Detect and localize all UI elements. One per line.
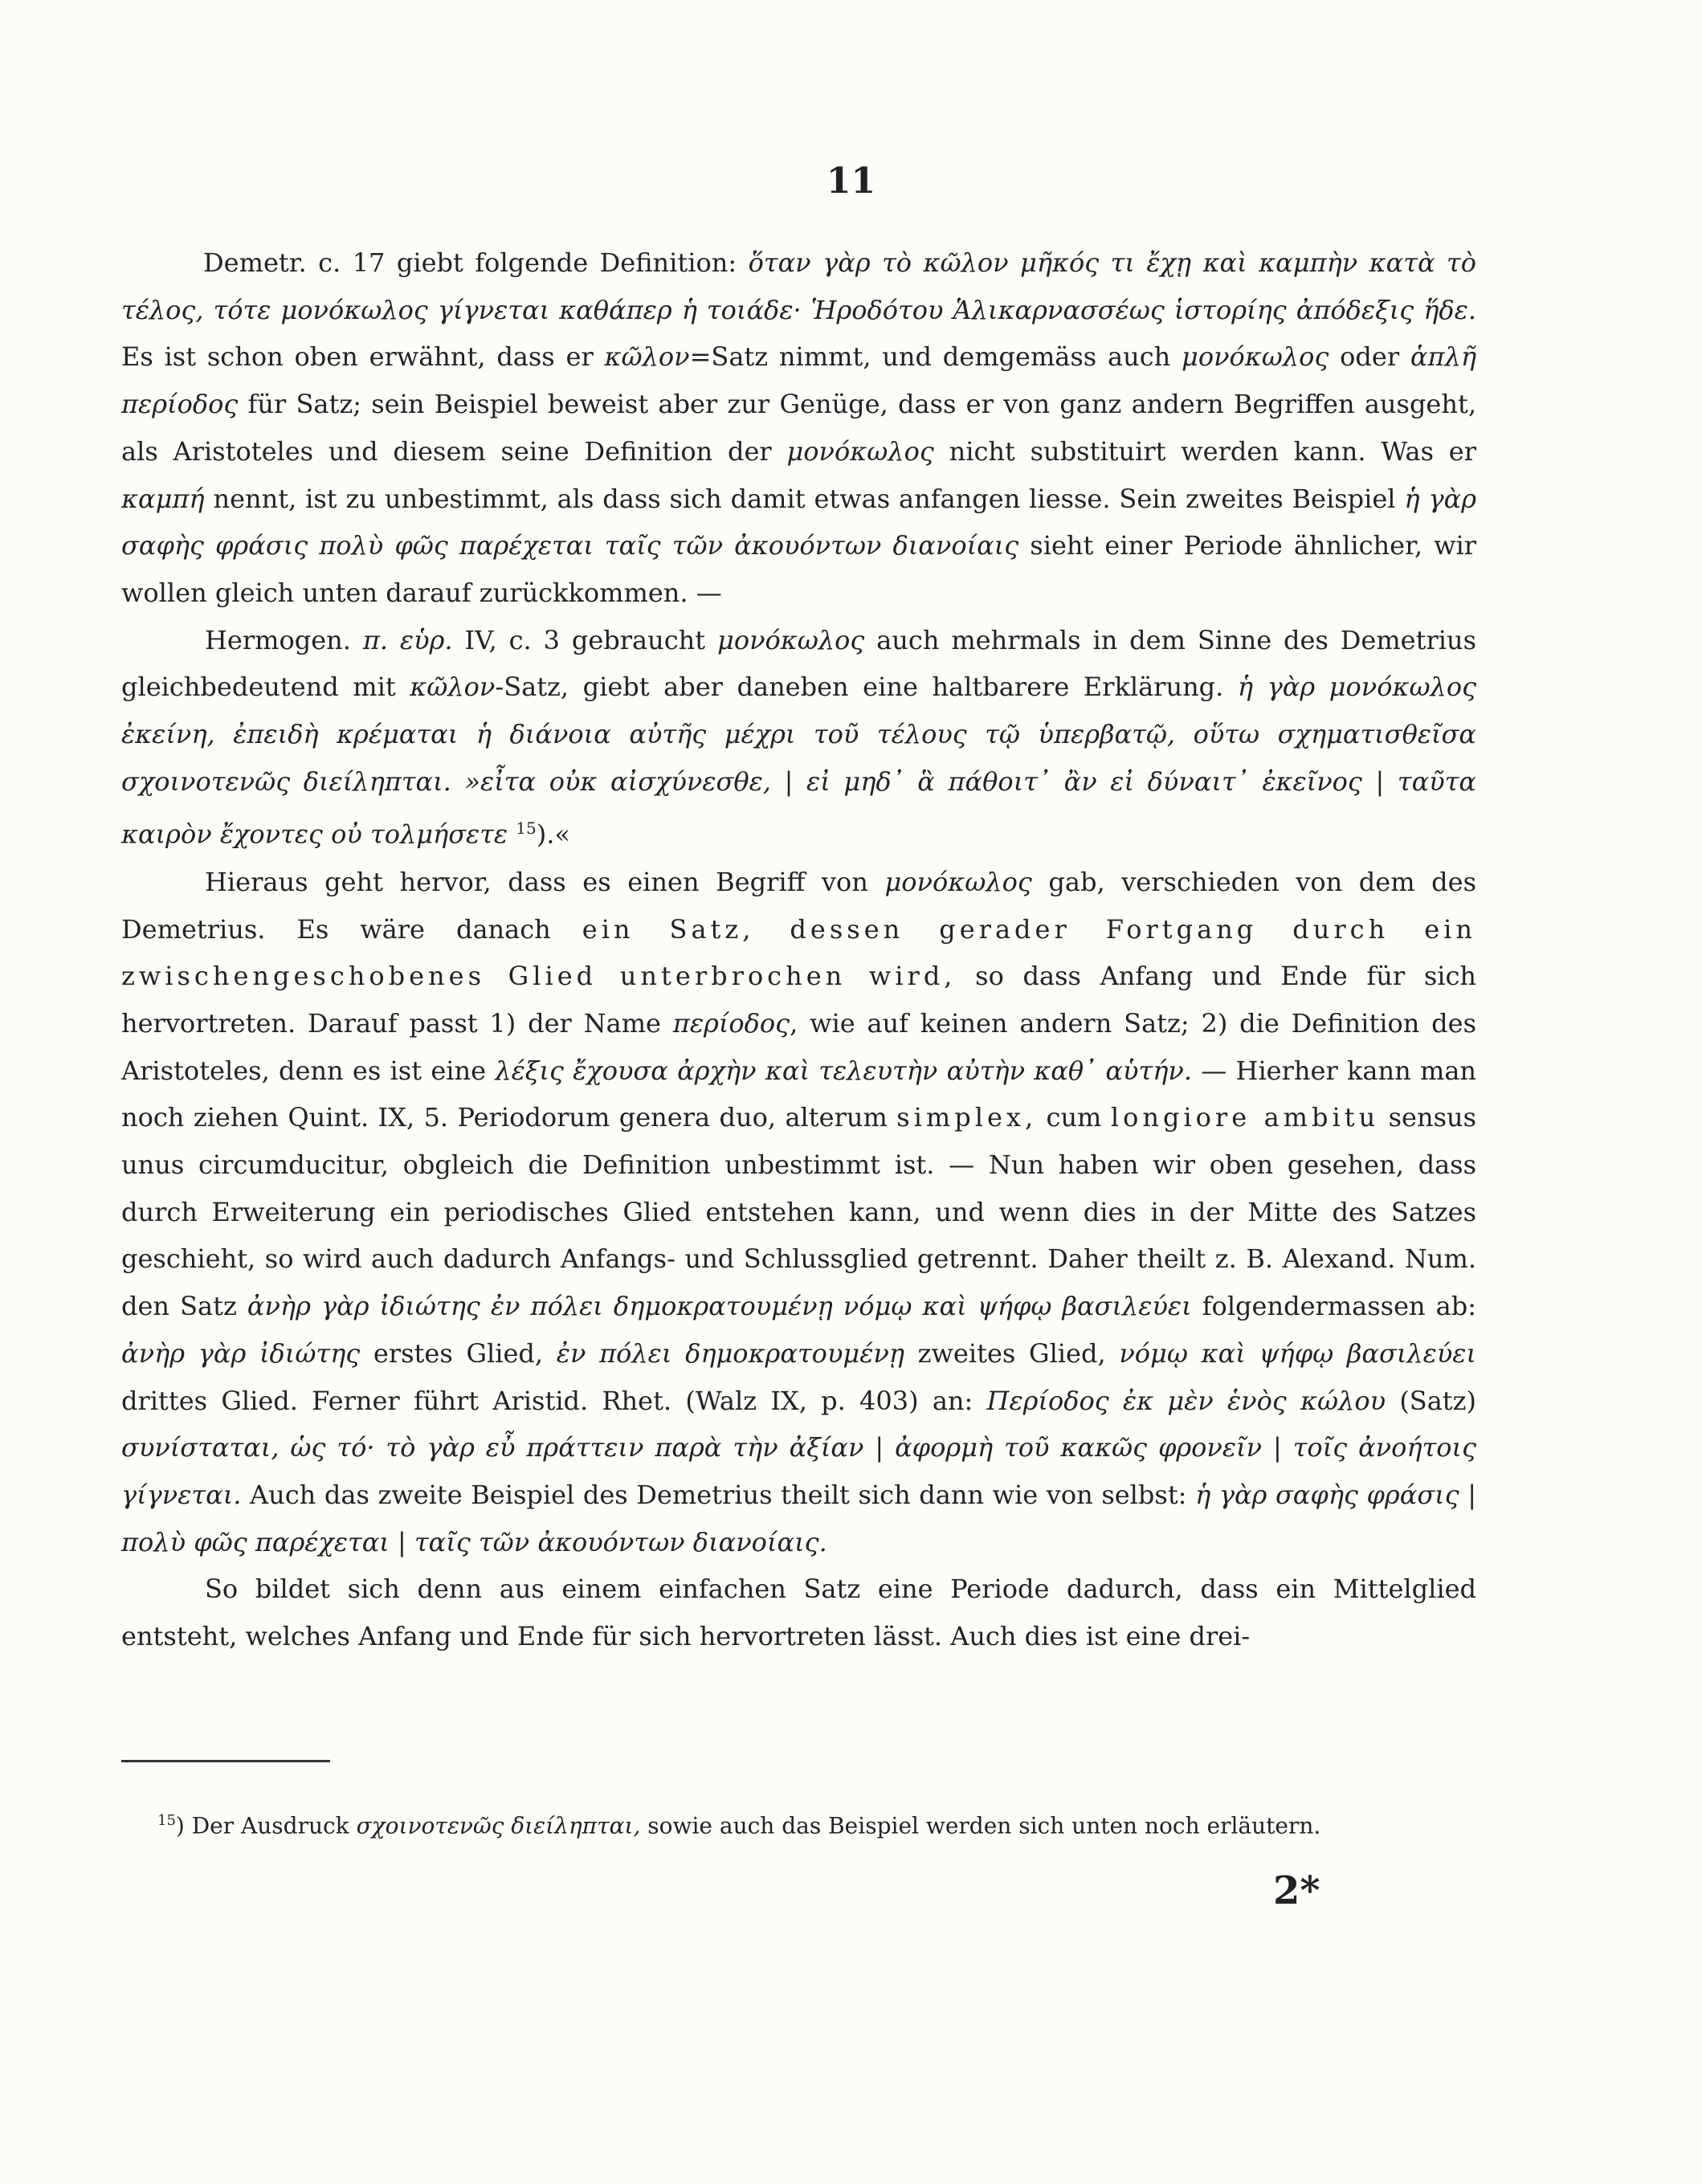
text-run: -Satz, giebt aber daneben eine haltbarere Erklärung. xyxy=(495,672,1238,703)
text-run: sieht einer Periode ähnlicher, wir wollen gleich unten darauf zurückkommen. — xyxy=(121,530,1477,608)
text-run: oder xyxy=(1329,341,1410,373)
body-text xyxy=(121,239,1476,1660)
greek-quote: ἡ γὰρ σαφὴς φράσις | πολὺ φῶς παρέχεται | ταῖς τῶν ἀκουόντων διανοίαις. xyxy=(121,1479,1477,1557)
text-run: drittes Glied. Ferner führt Aristid. Rhet. (Walz IX, p. 403) an: xyxy=(121,1385,987,1416)
text-run: — Hierher kann man noch ziehen Quint. IX, 5. Periodorum genera duo, alterum xyxy=(121,1055,1477,1133)
text-run: Es ist schon oben erwähnt, dass er xyxy=(121,341,605,373)
text-run: ) Der Ausdruck xyxy=(175,1812,357,1839)
emphasized-term: longiore ambitu xyxy=(1110,1102,1380,1133)
greek-term: ἐν πόλει δημοκρατουμένῃ xyxy=(556,1337,904,1369)
paragraph-hermogenes xyxy=(121,617,1476,859)
text-run: zweites Glied, xyxy=(904,1337,1120,1369)
greek-term: ἁπλῆ περίοδος xyxy=(121,341,1477,420)
emphasized-definition: ein Satz, dessen gerader Fortgang durch ein zwischengeschobenes Glied unterbrochen wird, xyxy=(121,913,1477,992)
signature-mark: 2* xyxy=(1273,1868,1320,1913)
page-number: 11 xyxy=(826,161,876,202)
text-run: Hermogen. xyxy=(205,624,363,655)
footnote xyxy=(157,1806,1475,1841)
greek-term: μονόκωλος xyxy=(717,624,865,655)
footnote-mark: 15 xyxy=(157,1812,176,1829)
paragraph-hieraus xyxy=(121,859,1476,1566)
text-run: auch mehrmals in dem Sinne des Demetrius gleichbedeutend mit xyxy=(121,624,1477,703)
text-run: so dass Anfang und Ende für sich hervortreten. Darauf passt 1) der Name xyxy=(121,961,1477,1039)
greek-quote: ἡ γὰρ μονόκωλος ἐκείνη, ἐπειδὴ κρέμαται ἡ διάνοια αὐτῆς μέχρι τοῦ τέλους τῷ ὑπερβατῷ, οὕτω σχηματισθεῖσα σχοινοτενῶς διείληπται. »εἶτα οὐκ αἰσχύνεσθε, | εἰ μηδ᾽ ἃ πάθοιτ᾽ ἂν εἰ δύναιτ᾽ ἐκεῖνος | ταῦτα καιρὸν ἔχοντες οὐ τολμήσετε xyxy=(121,672,1477,851)
greek-term: κῶλον xyxy=(410,672,496,703)
greek-quote: συνίσταται, ὡς τό· τὸ γὰρ εὖ πράττειν παρὰ τὴν ἀξίαν | ἀφορμὴ τοῦ κακῶς φρονεῖν | τοῖς ἀνοήτοις γίγνεται. xyxy=(121,1432,1476,1510)
text-run: folgendermassen ab: xyxy=(1191,1291,1477,1322)
paragraph-demetrius xyxy=(121,239,1476,617)
text-run: nicht substituirt werden kann. Was er xyxy=(933,435,1477,467)
greek-term: μονόκωλος xyxy=(1182,341,1329,373)
text-run: ).« xyxy=(536,819,570,851)
greek-quote: Περίοδος ἐκ μὲν ἑνὸς κώλου xyxy=(986,1385,1386,1416)
greek-term: κῶλον xyxy=(604,341,690,373)
text-run: gab, verschieden von dem des Demetrius. Es wäre danach xyxy=(121,866,1477,945)
text-run: =Satz nimmt, und demgemäss auch xyxy=(689,341,1182,373)
text-run: sowie auch das Beispiel werden sich unten noch erläutern. xyxy=(640,1812,1321,1839)
emphasized-term: simplex, xyxy=(896,1102,1038,1133)
footnote-reference: 15 xyxy=(516,818,537,839)
text-run: IV, c. 3 gebraucht xyxy=(452,624,718,655)
text-run: nennt, ist zu unbestimmt, als dass sich damit etwas anfangen liesse. Sein zweites Beispiel xyxy=(204,483,1405,514)
text-run: Auch das zweite Beispiel des Demetrius theilt sich dann wie von selbst: xyxy=(241,1479,1196,1510)
greek-quote: λέξις ἔχουσα ἀρχὴν καὶ τελευτὴν αὐτὴν καθ᾽ αὑτήν. xyxy=(495,1055,1192,1086)
text-run: für Satz; sein Beispiel beweist aber zur Genüge, dass er von ganz andern Begriffen ausgeht, als Aristoteles und diesem seine Definition der xyxy=(121,389,1476,467)
text-run: sensus unus circumducitur, obgleich die Definition unbestimmt ist. — Nun haben wir oben gesehen, dass durch Erweiterung ein periodisches Glied entstehen kann, und wenn dies in der Mitte des Satzes geschieht, so wird auch dadurch Anfangs- und Schlussglied getrennt. Daher theilt z. B. Alexand. Num. den Satz xyxy=(121,1102,1477,1322)
greek-quote: ὅταν γὰρ τὸ κῶλον μῆκός τι ἔχῃ καὶ καμπὴν κατὰ τὸ τέλος, τότε μονόκωλος γίγνεται καθάπερ ἡ τοιάδε· Ἡροδότου Ἁλικαρνασσέως ἱστορίης ἀπόδεξις ἥδε. xyxy=(121,247,1477,325)
paragraph-so-bildet xyxy=(121,1566,1476,1659)
footnote-divider xyxy=(121,1760,330,1762)
greek-term: π. εὑρ. xyxy=(362,624,453,655)
text-run: So bildet sich denn aus einem einfachen Satz eine Periode dadurch, dass ein Mittelglied entsteht, welches Anfang und Ende für sich hervortreten lässt. Auch dies ist eine drei- xyxy=(121,1574,1476,1652)
text-run: cum xyxy=(1037,1102,1111,1133)
greek-term: μονόκωλος xyxy=(884,866,1032,897)
text-run: (Satz) xyxy=(1386,1385,1477,1416)
greek-quote: ἀνὴρ γὰρ ἰδιώτης ἐν πόλει δημοκρατουμένῃ νόμῳ καὶ ψήφῳ βασιλεύει xyxy=(247,1291,1192,1322)
greek-term: ἀνὴρ γὰρ ἰδιώτης xyxy=(121,1337,361,1369)
text-run: erstes Glied, xyxy=(360,1337,557,1369)
greek-quote: ἡ γὰρ σαφὴς φράσις πολὺ φῶς παρέχεται ταῖς τῶν ἀκουόντων διανοίαις xyxy=(121,483,1477,561)
text-run: , wie auf keinen andern Satz; 2) die Definition des Aristoteles, denn es ist eine xyxy=(121,1007,1477,1086)
greek-term: καμπή xyxy=(121,483,205,514)
greek-term: σχοινοτενῶς διείληπται, xyxy=(356,1812,641,1839)
text-run: Hieraus geht hervor, dass es einen Begriff von xyxy=(205,866,885,897)
greek-term: νόμῳ καὶ ψήφῳ βασιλεύει xyxy=(1119,1337,1477,1369)
text-run: Demetr. c. 17 giebt folgende Definition: xyxy=(203,247,749,278)
greek-term: περίοδος xyxy=(672,1007,790,1039)
greek-term: μονόκωλος xyxy=(786,435,934,467)
